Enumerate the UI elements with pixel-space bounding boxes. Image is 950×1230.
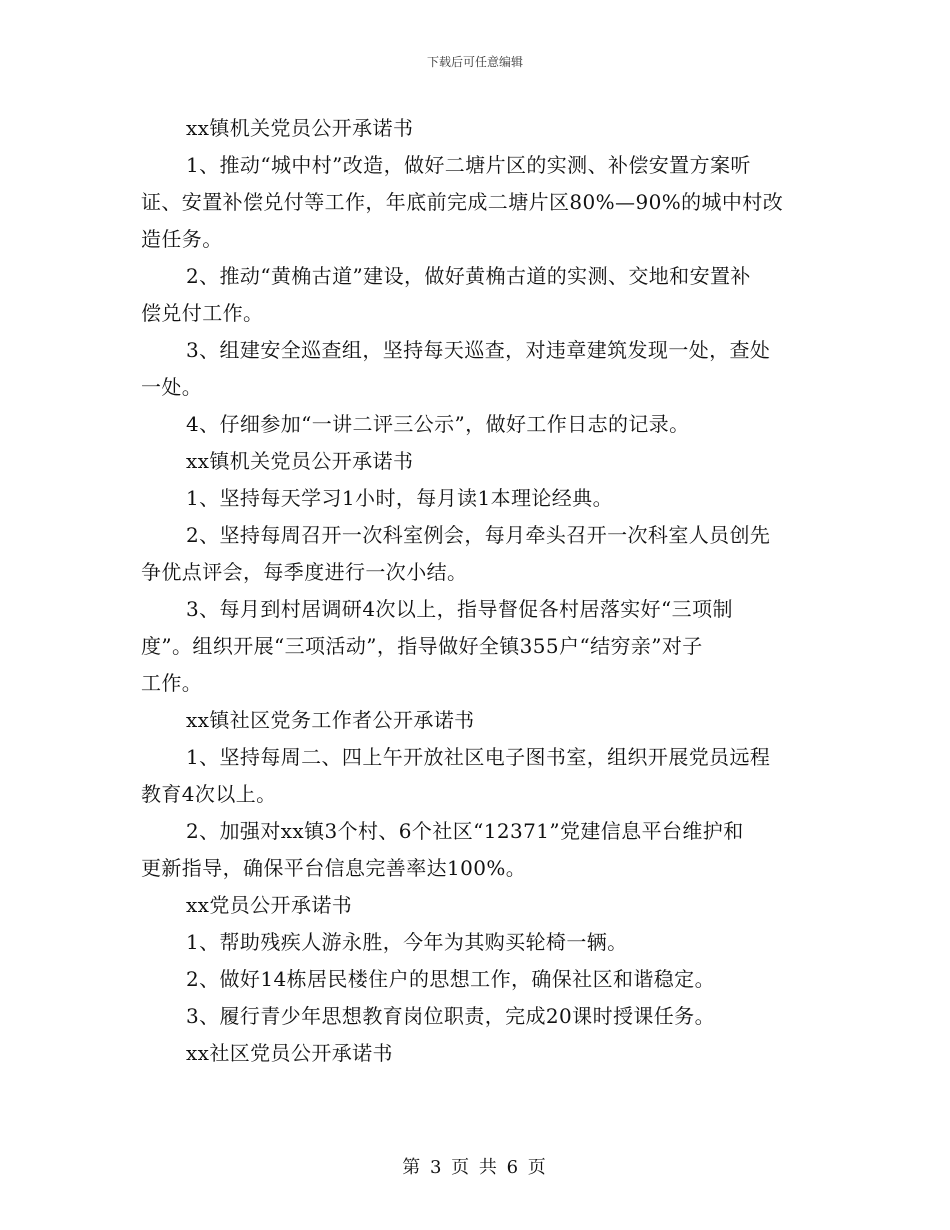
text-line: xx党员公开承诺书: [186, 893, 353, 917]
text-line: xx镇机关党员公开承诺书: [186, 449, 414, 473]
text-line: 1、帮助残疾人游永胜，今年为其购买轮椅一辆。: [186, 930, 628, 954]
text-line: xx镇机关党员公开承诺书: [186, 116, 414, 140]
text-line: 一处。: [141, 375, 203, 399]
text-line: 2、坚持每周召开一次科室例会，每月牵头召开一次科室人员创先: [186, 523, 771, 547]
text-line: 2、加强对xx镇3个村、6个社区“12371”党建信息平台维护和: [186, 819, 744, 843]
text-line: 教育4次以上。: [141, 782, 277, 806]
text-line: 工作。: [141, 671, 203, 695]
text-line: xx社区党员公开承诺书: [186, 1041, 393, 1065]
text-line: xx镇社区党务工作者公开承诺书: [186, 708, 475, 732]
page-header: 下载后可任意编辑: [426, 55, 523, 69]
text-line: 争优点评会，每季度进行一次小结。: [141, 560, 468, 584]
text-line: 2、推动“黄桷古道”建设，做好黄桷古道的实测、交地和安置补: [186, 264, 751, 288]
text-line: 证、安置补偿兑付等工作，年底前完成二塘片区80%—90%的城中村改: [141, 190, 784, 214]
text-line: 造任务。: [141, 227, 223, 251]
text-line: 3、每月到村居调研4次以上，指导督促各村居落实好“三项制: [186, 597, 733, 621]
text-line: 3、履行青少年思想教育岗位职责，完成20课时授课任务。: [186, 1004, 715, 1028]
text-line: 1、坚持每天学习1小时，每月读1本理论经典。: [186, 486, 613, 510]
document-body: [141, 110, 809, 1072]
text-line: 3、组建安全巡查组，坚持每天巡查，对违章建筑发现一处，查处: [186, 338, 771, 362]
text-line: 1、推动“城中村”改造，做好二塘片区的实测、补偿安置方案听: [186, 153, 751, 177]
text-line: 偿兑付工作。: [141, 301, 264, 325]
text-line: 更新指导，确保平台信息完善率达100%。: [141, 856, 527, 880]
text-line: 1、坚持每周二、四上午开放社区电子图书室，组织开展党员远程: [186, 745, 771, 769]
text-line: 4、仔细参加“一讲二评三公示”，做好工作日志的记录。: [186, 412, 690, 436]
text-line: 2、做好14栋居民楼住户的思想工作，确保社区和谐稳定。: [186, 967, 715, 991]
text-line: 度”。组织开展“三项活动”，指导做好全镇355户“结穷亲”对子: [141, 634, 703, 658]
page-footer: 第 3 页 共 6 页: [402, 1157, 548, 1178]
